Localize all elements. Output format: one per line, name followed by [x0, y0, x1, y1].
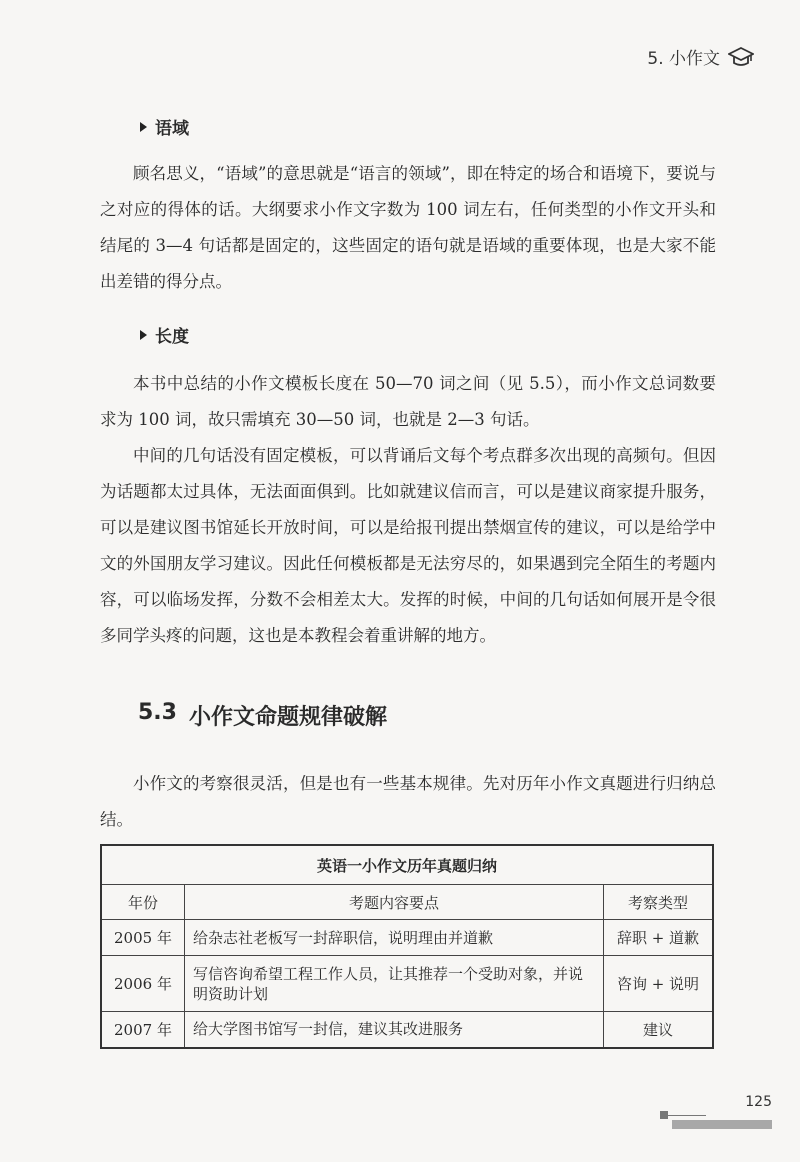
table-row	[101, 956, 713, 1012]
page-number: 125	[745, 1094, 772, 1110]
footer-rule	[668, 1115, 706, 1116]
year-cell: 2005 年	[101, 920, 185, 956]
paragraph: 小作文的考察很灵活，但是也有一些基本规律。先对历年小作文真题进行归纳总结。	[100, 774, 716, 829]
footer-bar	[672, 1120, 772, 1129]
type-cell: 咨询 + 说明	[604, 956, 714, 1012]
type-cell: 建议	[604, 1012, 714, 1048]
chapter-title: 5. 小作文	[647, 49, 720, 69]
section-number: 5.3	[138, 700, 177, 725]
section-title	[138, 700, 387, 731]
triangle-bullet-icon	[140, 330, 147, 340]
graduation-cap-icon	[728, 46, 754, 68]
chapter-header	[647, 44, 754, 69]
table-header-row	[101, 885, 713, 920]
content-cell: 给杂志社老板写一封辞职信，说明理由并道歉	[185, 920, 604, 956]
section-heading-register	[140, 114, 189, 139]
type-cell: 辞职 + 道歉	[604, 920, 714, 956]
year-cell: 2007 年	[101, 1012, 185, 1048]
section-heading-label: 长度	[155, 327, 189, 347]
exam-summary-table	[100, 844, 714, 1049]
section-heading-label: 语域	[155, 119, 189, 139]
footer-ornament	[660, 1111, 668, 1119]
table-caption: 英语一小作文历年真题归纳	[101, 845, 713, 885]
table-row	[101, 920, 713, 956]
paragraph: 顾名思义，“语域”的意思就是“语言的领域”，即在特定的场合和语境下，要说与之对应的得体的话。大纲要求小作文字数为 100 词左右，任何类型的小作文开头和结尾的 3—4 句话都是固定的，这些固定的语句就是语域的重要体现，也是大家不能出差错的得分点。	[100, 164, 716, 291]
content-cell: 给大学图书馆写一封信，建议其改进服务	[185, 1012, 604, 1048]
content-cell: 写信咨询希望工程工作人员，让其推荐一个受助对象，并说明资助计划	[185, 956, 604, 1012]
paragraph: 中间的几句话没有固定模板，可以背诵后文每个考点群多次出现的高频句。但因为话题都太过具体，无法面面俱到。比如就建议信而言，可以是建议商家提升服务，可以是建议图书馆延长开放时间，可以是给报刊提出禁烟宣传的建议，可以是给学中文的外国朋友学习建议。因此任何模板都是无法穷尽的，如果遇到完全陌生的考题内容，可以临场发挥，分数不会相差太大。发挥的时候，中间的几句话如何展开是令很多同学头疼的问题，这也是本教程会着重讲解的地方。	[100, 446, 716, 645]
triangle-bullet-icon	[140, 122, 147, 132]
year-cell: 2006 年	[101, 956, 185, 1012]
column-header: 年份	[101, 885, 185, 920]
column-header: 考察类型	[604, 885, 714, 920]
table-row	[101, 1012, 713, 1048]
column-header: 考题内容要点	[185, 885, 604, 920]
section-title-text: 小作文命题规律破解	[188, 705, 387, 730]
section-heading-length	[140, 322, 189, 347]
paragraph: 本书中总结的小作文模板长度在 50—70 词之间（见 5.5），而小作文总词数要求为 100 词，故只需填充 30—50 词，也就是 2—3 句话。	[100, 374, 716, 429]
